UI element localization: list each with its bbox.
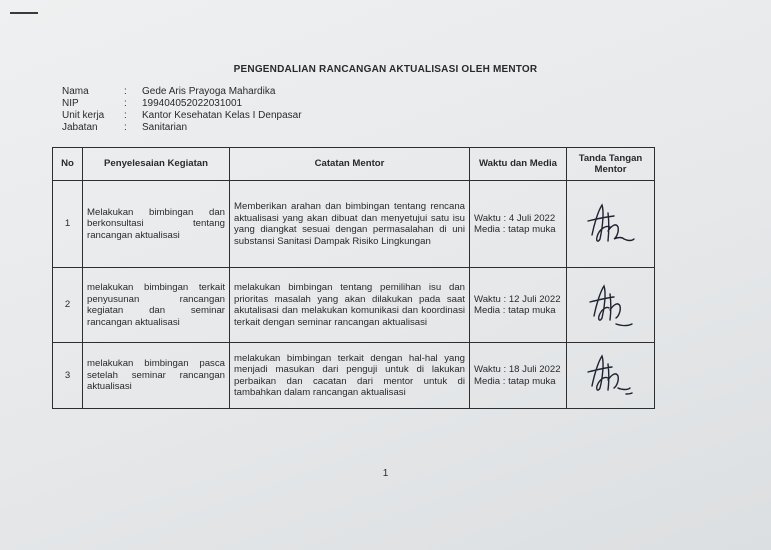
signature-icon bbox=[578, 197, 644, 251]
info-value: Kantor Kesehatan Kelas I Denpasar bbox=[142, 110, 302, 121]
signature-icon bbox=[578, 352, 644, 400]
mentor-table bbox=[52, 147, 655, 409]
signature-cell bbox=[567, 268, 655, 343]
page-number: 1 bbox=[382, 468, 389, 479]
row-waktu: Waktu : 4 Juli 2022 Media : tatap muka bbox=[470, 181, 567, 268]
info-row-unit-kerja bbox=[62, 110, 302, 122]
table-row bbox=[53, 343, 655, 409]
row-catatan: melakukan bimbingan tentang pemilihan isu dan prioritas masalah yang akan dilakukan pada saat akutalisasi dan melakukan komunikasi dan koordinasi terkait dengan seminar rancangan aktualisasi bbox=[230, 268, 470, 343]
signature-cell bbox=[567, 181, 655, 268]
document-title: PENGENDALIAN RANCANGAN AKTUALISASI OLEH MENTOR bbox=[233, 64, 538, 75]
info-label: Unit kerja bbox=[62, 110, 105, 121]
header-catatan: Catatan Mentor bbox=[230, 148, 470, 181]
row-number: 3 bbox=[53, 343, 83, 409]
signature-cell bbox=[567, 343, 655, 409]
row-kegiatan: melakukan bimbingan pasca setelah seminar rancangan aktualisasi bbox=[83, 343, 230, 409]
header-kegiatan: Penyelesaian Kegiatan bbox=[83, 148, 230, 181]
row-number: 1 bbox=[53, 181, 83, 268]
row-waktu: Waktu : 12 Juli 2022 Media : tatap muka bbox=[470, 268, 567, 343]
row-number: 2 bbox=[53, 268, 83, 343]
row-kegiatan: melakukan bimbingan terkait penyusunan rancangan kegiatan dan seminar rancangan aktualisasi bbox=[83, 268, 230, 343]
info-row-nama bbox=[62, 86, 302, 98]
info-label: NIP bbox=[62, 98, 79, 109]
header-no: No bbox=[53, 148, 83, 181]
info-label: Jabatan bbox=[62, 122, 98, 133]
header-tanda-tangan: Tanda Tangan Mentor bbox=[567, 148, 655, 181]
info-colon: : bbox=[124, 86, 127, 97]
identity-block bbox=[62, 86, 302, 134]
info-value: Gede Aris Prayoga Mahardika bbox=[142, 86, 276, 97]
info-row-nip bbox=[62, 98, 302, 110]
table-header-row bbox=[53, 148, 655, 181]
table-row bbox=[53, 268, 655, 343]
info-value: Sanitarian bbox=[142, 122, 188, 133]
header-waktu: Waktu dan Media bbox=[470, 148, 567, 181]
info-label: Nama bbox=[62, 86, 89, 97]
info-row-jabatan bbox=[62, 122, 302, 134]
signature-icon bbox=[578, 280, 644, 330]
info-colon: : bbox=[124, 98, 127, 109]
row-waktu: Waktu : 18 Juli 2022 Media : tatap muka bbox=[470, 343, 567, 409]
info-value: 199404052022031001 bbox=[142, 98, 243, 109]
row-catatan: melakukan bimbingan terkait dengan hal-hal yang menjadi masukan dari penguji untuk di lakukan perbaikan dan cacatan dari mentor untuk di tambahkan dalam rancangan aktualisasi bbox=[230, 343, 470, 409]
row-catatan: Memberikan arahan dan bimbingan tentang rencana aktualisasi yang akan dibuat dan menyetujui satu isu yang diangkat sesuai dengan permasalahan di uni substansi Sanitasi Dampak Risiko Lingkungan bbox=[230, 181, 470, 268]
table-row bbox=[53, 181, 655, 268]
info-colon: : bbox=[124, 122, 127, 133]
info-colon: : bbox=[124, 110, 127, 121]
row-kegiatan: Melakukan bimbingan dan berkonsultasi tentang rancangan aktualisasi bbox=[83, 181, 230, 268]
corner-mark bbox=[10, 12, 38, 14]
